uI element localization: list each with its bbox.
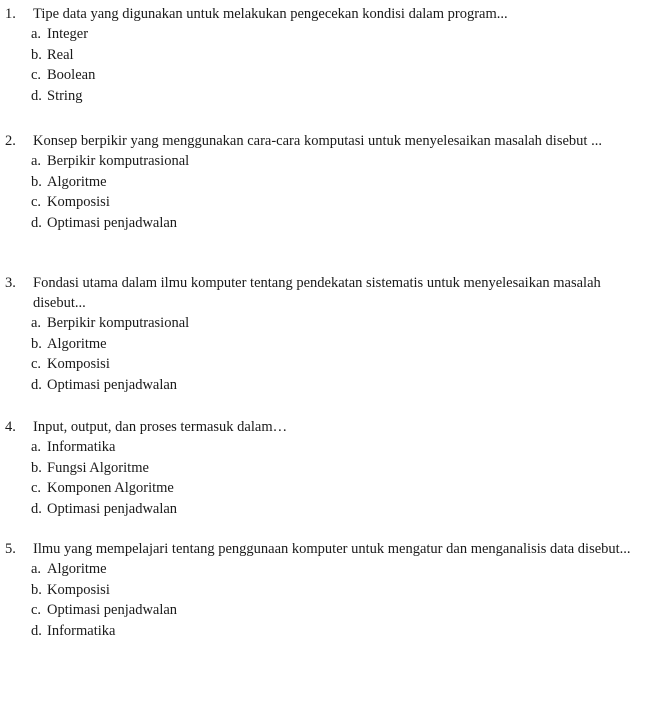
option-c — [0, 65, 660, 86]
question-number: 4. — [5, 419, 16, 435]
question-3 — [0, 273, 660, 395]
option-letter: a. — [31, 439, 42, 455]
option-letter: d. — [31, 376, 42, 393]
option-text: Optimasi penjadwalan — [47, 376, 178, 393]
option-letter: d. — [31, 622, 42, 639]
option-letter: c. — [31, 67, 42, 83]
question-number: 2. — [5, 133, 16, 149]
question-number: 5. — [5, 541, 16, 557]
option-c — [0, 192, 660, 213]
option-text: Algoritme — [47, 335, 107, 352]
option-c — [0, 354, 660, 375]
option-list — [0, 437, 660, 519]
question-4 — [0, 417, 660, 519]
option-letter: a. — [31, 561, 42, 577]
option-a — [0, 151, 660, 172]
option-text: Fungsi Algoritme — [47, 459, 149, 476]
option-text: Informatika — [47, 439, 116, 455]
option-text: Berpikir komputrasional — [47, 153, 190, 169]
question-number: 3. — [5, 275, 16, 291]
option-text: Optimasi penjadwalan — [47, 500, 178, 517]
question-2 — [0, 131, 660, 233]
option-letter: b. — [31, 459, 42, 476]
option-d — [0, 375, 660, 396]
question-number: 1. — [5, 6, 16, 22]
option-d — [0, 499, 660, 520]
question-5 — [0, 539, 660, 641]
question-text: Ilmu yang mempelajari tentang penggunaan komputer untuk mengatur dan menganalisis data disebut... — [33, 541, 631, 557]
option-letter: d. — [31, 87, 42, 104]
question-text: Fondasi utama dalam ilmu komputer tentang pendekatan sistematis untuk menyelesaikan masalah disebut... — [33, 275, 601, 311]
option-letter: d. — [31, 214, 42, 231]
option-b — [0, 334, 660, 355]
question-1 — [0, 4, 660, 106]
option-letter: b. — [31, 581, 42, 598]
option-text: Berpikir komputrasional — [47, 315, 190, 331]
option-list — [0, 24, 660, 106]
option-letter: a. — [31, 153, 42, 169]
option-letter: c. — [31, 602, 42, 618]
option-text: Integer — [47, 26, 89, 42]
question-text: Tipe data yang digunakan untuk melakukan pengecekan kondisi dalam program... — [33, 6, 508, 22]
option-text: Komponen Algoritme — [47, 480, 174, 496]
option-text: Komposisi — [47, 581, 110, 598]
option-c — [0, 478, 660, 499]
option-b — [0, 458, 660, 479]
option-b — [0, 45, 660, 66]
option-letter: b. — [31, 335, 42, 352]
option-text: Real — [47, 46, 74, 63]
option-b — [0, 172, 660, 193]
option-letter: b. — [31, 46, 42, 63]
option-d — [0, 621, 660, 642]
option-text: Informatika — [47, 622, 116, 639]
option-a — [0, 437, 660, 458]
option-text: Optimasi penjadwalan — [47, 214, 178, 231]
option-text: Algoritme — [47, 173, 107, 190]
option-letter: a. — [31, 315, 42, 331]
option-d — [0, 213, 660, 234]
option-letter: a. — [31, 26, 42, 42]
option-text: Algoritme — [47, 561, 107, 577]
option-letter: c. — [31, 194, 42, 210]
option-letter: c. — [31, 480, 42, 496]
option-text: Komposisi — [47, 356, 110, 372]
question-stem — [0, 417, 660, 437]
option-a — [0, 24, 660, 45]
question-stem — [0, 539, 660, 559]
question-text: Input, output, dan proses termasuk dalam… — [33, 419, 288, 435]
question-text: Konsep berpikir yang menggunakan cara-cara komputasi untuk menyelesaikan masalah disebut ... — [33, 133, 602, 149]
option-text: Boolean — [47, 67, 96, 83]
question-stem — [0, 4, 660, 24]
option-list — [0, 313, 660, 395]
option-text: Optimasi penjadwalan — [47, 602, 178, 618]
option-text: String — [47, 87, 83, 104]
option-b — [0, 580, 660, 601]
option-letter: d. — [31, 500, 42, 517]
option-a — [0, 559, 660, 580]
option-letter: c. — [31, 356, 42, 372]
option-text: Komposisi — [47, 194, 110, 210]
question-stem — [0, 273, 660, 313]
question-stem — [0, 131, 660, 151]
option-list — [0, 151, 660, 233]
option-a — [0, 313, 660, 334]
option-list — [0, 559, 660, 641]
option-c — [0, 600, 660, 621]
option-letter: b. — [31, 173, 42, 190]
option-d — [0, 86, 660, 107]
